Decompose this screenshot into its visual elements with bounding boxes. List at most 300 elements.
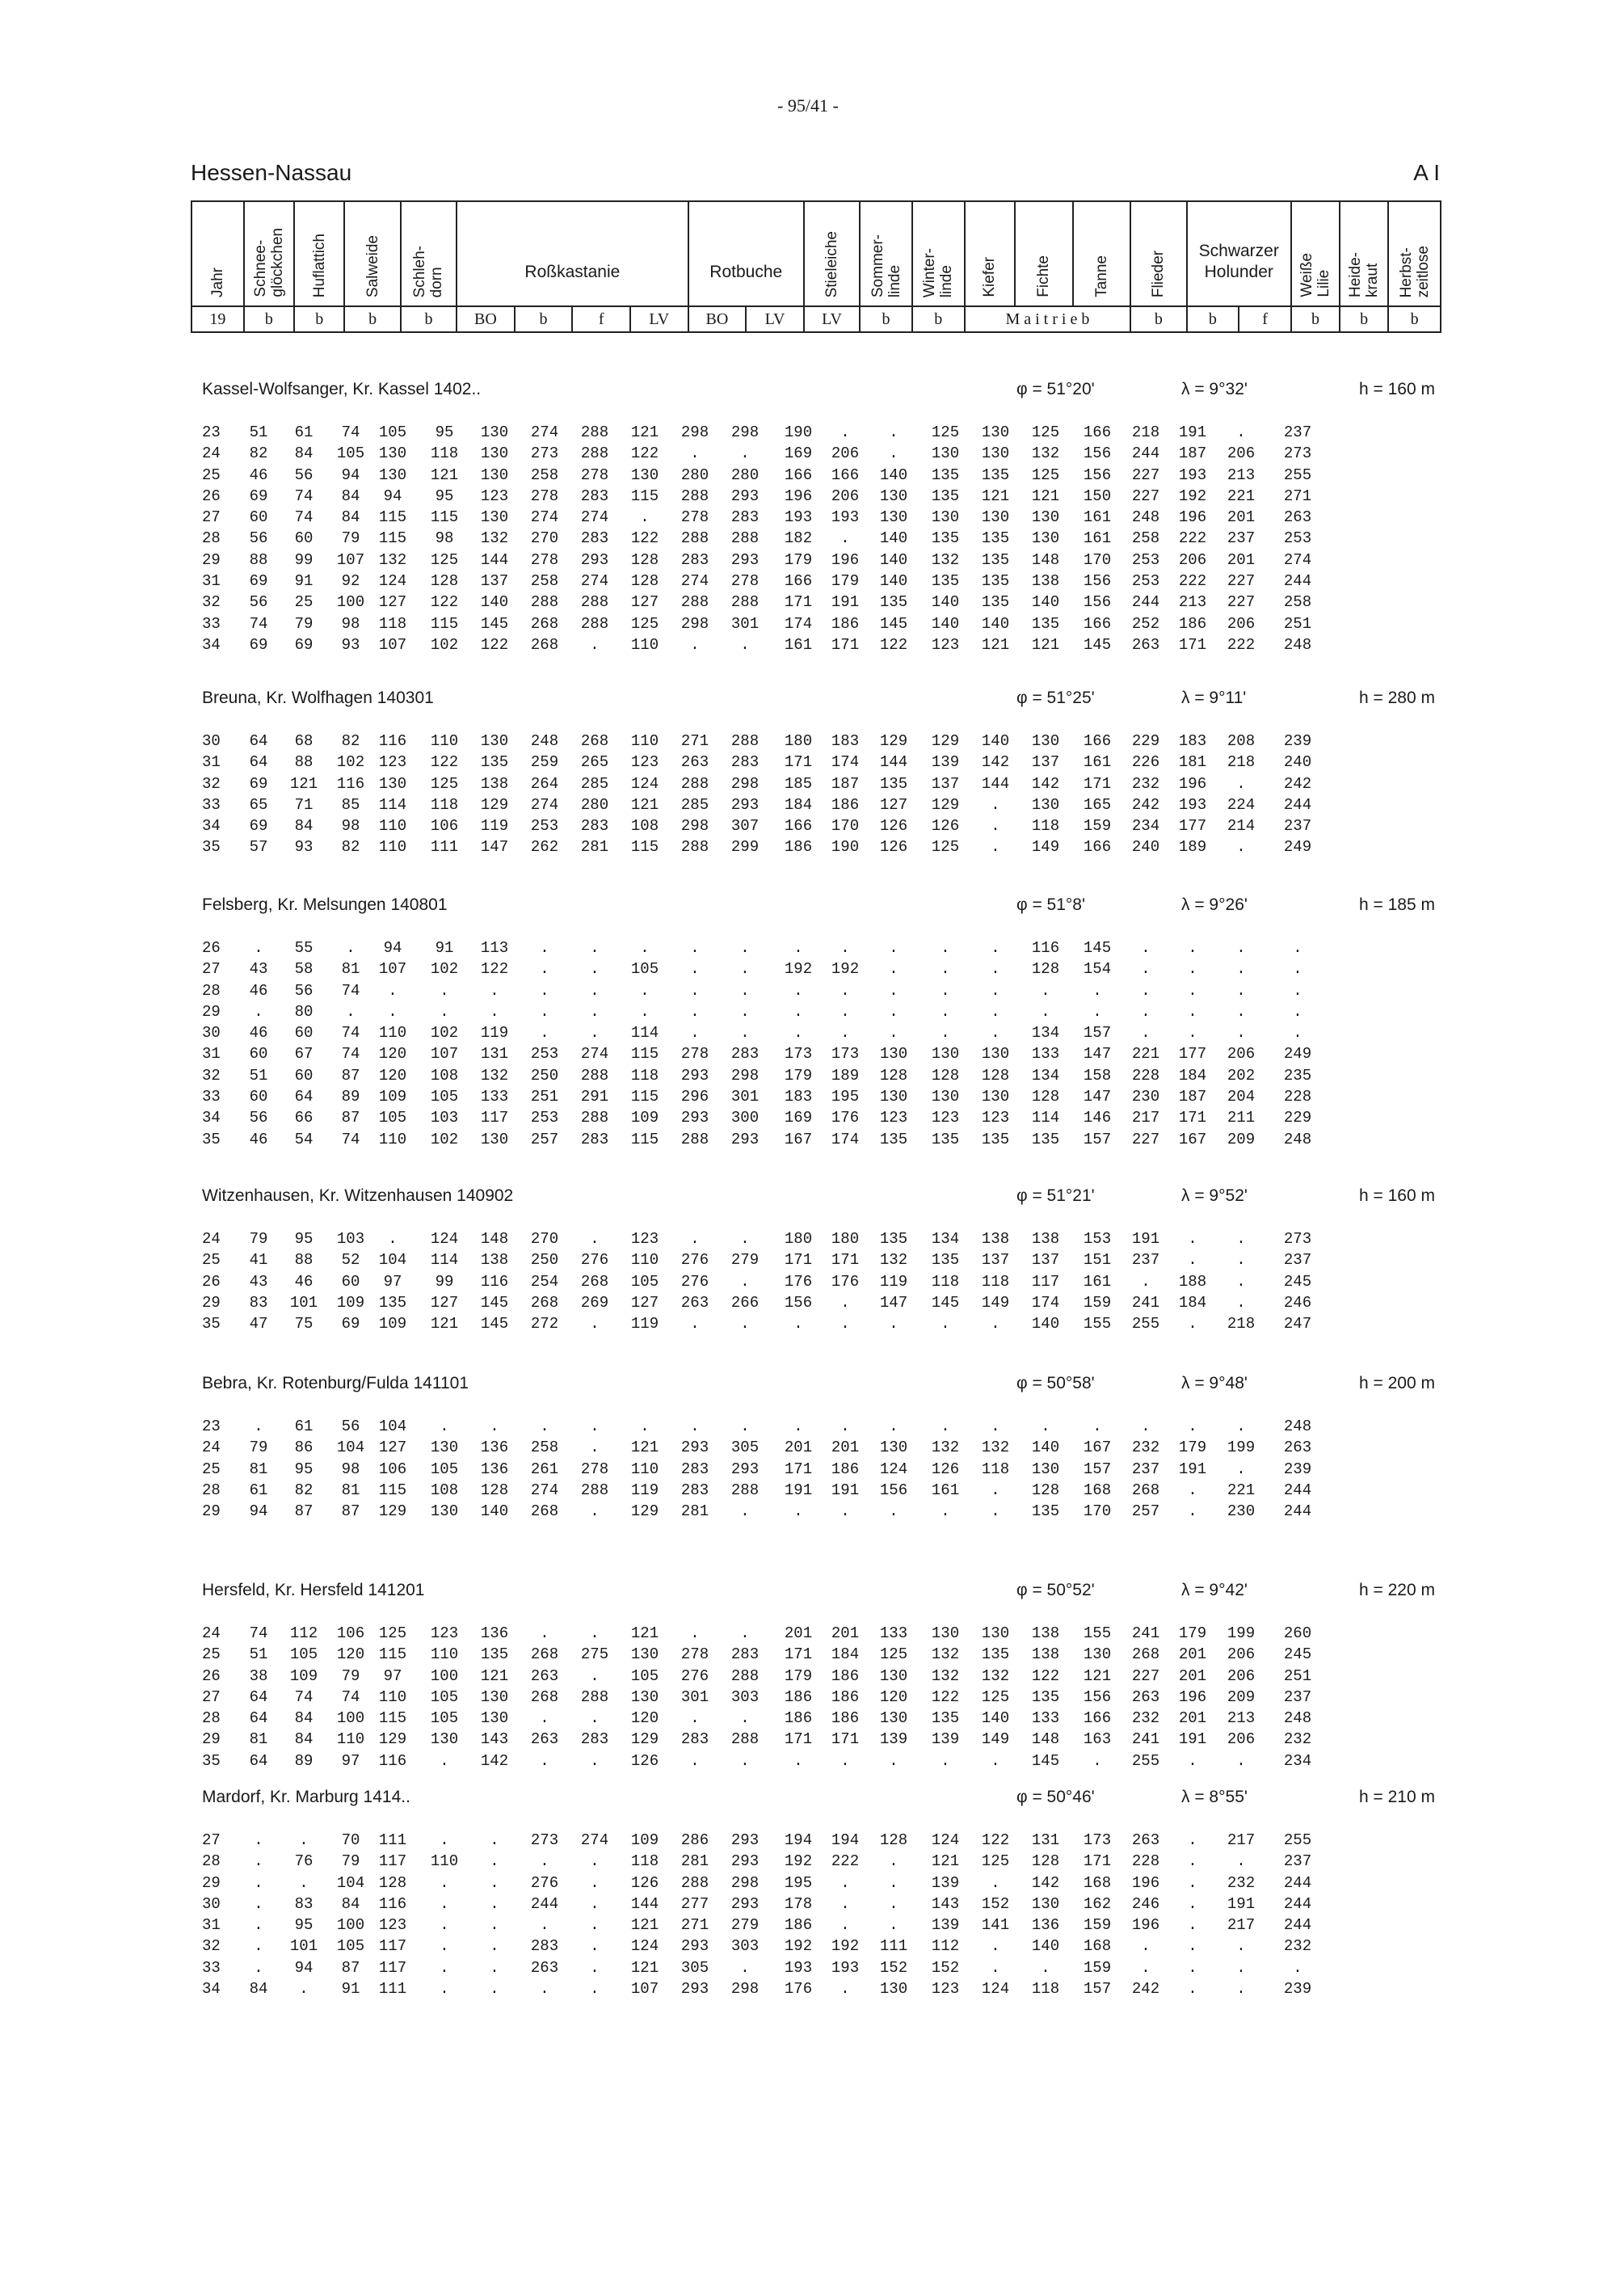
table-cell: 149: [981, 1293, 1010, 1312]
table-cell: 120: [336, 1645, 365, 1664]
table-cell: 125: [430, 550, 459, 569]
table-cell: 105: [430, 1460, 459, 1478]
table-cell: 128: [879, 1066, 908, 1085]
table-cell: 134: [1031, 1066, 1060, 1085]
table-cell: 140: [981, 732, 1010, 750]
station-header: [202, 380, 1435, 407]
table-cell: 74: [341, 981, 360, 1000]
table-cell: 133: [1031, 1045, 1060, 1064]
table-cell: 192: [784, 960, 813, 979]
table-cell: 278: [730, 572, 760, 591]
table-cell: .: [991, 795, 1000, 814]
table-cell: 288: [680, 593, 709, 612]
table-cell: 105: [630, 960, 659, 979]
table-cell: .: [991, 1873, 1000, 1892]
table-cell: 193: [1178, 795, 1207, 814]
table-cell: 87: [341, 1958, 360, 1977]
table-cell: .: [254, 1418, 263, 1435]
table-cell: 196: [1131, 1916, 1160, 1935]
table-cell: 177: [1178, 1045, 1207, 1064]
table-cell: 84: [294, 1730, 314, 1749]
table-cell: 125: [981, 1852, 1010, 1871]
year-cell: 34: [202, 1109, 221, 1127]
table-cell: .: [1141, 1958, 1151, 1977]
table-cell: 84: [249, 1980, 268, 1999]
table-cell: 110: [378, 817, 407, 836]
table-cell: 221: [1227, 1481, 1256, 1499]
table-cell: 69: [249, 487, 268, 505]
year-cell: 33: [202, 795, 221, 814]
table-cell: 95: [435, 423, 454, 441]
table-cell: 79: [249, 1439, 268, 1457]
table-cell: 108: [430, 1481, 459, 1499]
table-cell: .: [1092, 1002, 1102, 1021]
table-row: [202, 1688, 1435, 1709]
table-cell: 157: [1083, 1130, 1112, 1148]
table-cell: .: [254, 1958, 263, 1977]
table-cell: 188: [1178, 1272, 1207, 1291]
table-cell: 274: [580, 508, 609, 527]
table-cell: 184: [1178, 1293, 1207, 1312]
table-cell: 208: [1227, 732, 1256, 750]
table-cell: 129: [378, 1502, 407, 1521]
table-cell: 168: [1083, 1481, 1112, 1499]
table-cell: 127: [430, 1293, 459, 1312]
table-cell: .: [991, 817, 1000, 836]
table-cell: 82: [294, 1481, 314, 1499]
table-row: [202, 615, 1435, 636]
table-cell: 144: [480, 550, 509, 569]
table-cell: 293: [580, 550, 609, 569]
table-cell: .: [1236, 1937, 1246, 1956]
table-row: [202, 551, 1435, 572]
table-cell: 79: [341, 1852, 360, 1871]
table-cell: 74: [249, 1624, 268, 1642]
table-cell: 293: [730, 487, 760, 505]
table-cell: 80: [294, 1002, 314, 1021]
station-height: h = 160 m: [1359, 380, 1435, 398]
table-cell: .: [991, 939, 1000, 957]
table-cell: 263: [530, 1730, 559, 1749]
year-cell: 27: [202, 960, 221, 979]
table-cell: .: [346, 1002, 356, 1021]
table-cell: 161: [931, 1481, 960, 1499]
table-cell: 241: [1131, 1293, 1160, 1312]
table-cell: 130: [879, 508, 908, 527]
col-header-rotbuche: Rotbuche: [688, 201, 804, 306]
table-row: [202, 1730, 1435, 1751]
table-cell: 60: [294, 529, 314, 548]
table-cell: 74: [341, 1687, 360, 1706]
table-cell: .: [299, 1831, 309, 1849]
table-cell: 192: [831, 1937, 860, 1956]
table-cell: 255: [1131, 1315, 1160, 1333]
table-cell: 278: [680, 1645, 709, 1664]
table-cell: 60: [294, 1024, 314, 1043]
table-cell: 135: [981, 572, 1010, 591]
year-cell: 31: [202, 753, 221, 772]
table-cell: 115: [378, 1645, 407, 1664]
table-cell: 56: [341, 1418, 360, 1435]
table-cell: 138: [981, 1230, 1010, 1248]
table-cell: 191: [1178, 1730, 1207, 1749]
table-cell: .: [1188, 1873, 1197, 1892]
table-cell: 109: [630, 1831, 659, 1849]
table-cell: 106: [430, 817, 459, 836]
sub-header-salweide: b: [344, 306, 400, 332]
table-cell: 111: [879, 1937, 908, 1956]
table-cell: 127: [378, 1439, 407, 1457]
year-cell: 29: [202, 550, 221, 569]
table-cell: 300: [730, 1109, 760, 1127]
table-cell: 134: [931, 1230, 960, 1248]
table-cell: 120: [378, 1045, 407, 1064]
table-cell: 293: [730, 1460, 760, 1478]
table-cell: 193: [831, 508, 860, 527]
table-cell: 121: [981, 487, 1010, 505]
table-cell: 130: [1031, 529, 1060, 548]
table-cell: 296: [680, 1088, 709, 1106]
table-cell: 218: [1227, 1315, 1256, 1333]
table-cell: 132: [378, 550, 407, 569]
table-cell: 244: [1283, 1481, 1312, 1499]
table-cell: .: [889, 1002, 898, 1021]
table-cell: 109: [289, 1666, 318, 1685]
table-cell: 242: [1131, 795, 1160, 814]
table-cell: .: [889, 1873, 898, 1892]
table-cell: 127: [630, 1293, 659, 1312]
table-cell: 128: [480, 1481, 509, 1499]
table-cell: 170: [1083, 550, 1112, 569]
table-cell: 169: [784, 1109, 813, 1127]
table-cell: 135: [931, 1130, 960, 1148]
year-cell: 35: [202, 838, 221, 857]
table-cell: 98: [341, 817, 360, 836]
table-cell: 268: [1131, 1481, 1160, 1499]
table-cell: 130: [879, 1439, 908, 1457]
table-cell: 155: [1083, 1624, 1112, 1642]
table-cell: .: [740, 1624, 750, 1642]
col-header-flieder: Flieder: [1130, 201, 1186, 306]
table-cell: 89: [294, 1751, 314, 1770]
table-cell: 199: [1227, 1624, 1256, 1642]
table-cell: 56: [294, 981, 314, 1000]
table-cell: .: [889, 444, 898, 463]
table-cell: 41: [249, 1251, 268, 1270]
table-cell: 123: [981, 1109, 1010, 1127]
table-cell: 166: [1083, 838, 1112, 857]
table-cell: 227: [1131, 1666, 1160, 1685]
table-cell: 276: [580, 1251, 609, 1270]
table-cell: .: [590, 939, 600, 957]
table-cell: 230: [1131, 1088, 1160, 1106]
table-cell: .: [440, 1916, 449, 1935]
table-cell: 121: [981, 635, 1010, 654]
table-row: [202, 1937, 1435, 1958]
table-cell: 262: [530, 838, 559, 857]
table-cell: .: [1293, 1958, 1302, 1977]
table-cell: 283: [680, 1481, 709, 1499]
table-cell: 135: [981, 529, 1010, 548]
table-cell: .: [640, 508, 650, 527]
table-cell: 166: [784, 817, 813, 836]
table-cell: 132: [981, 1439, 1010, 1457]
table-cell: 271: [680, 1916, 709, 1935]
table-cell: 150: [1083, 487, 1112, 505]
table-cell: 187: [1178, 444, 1207, 463]
table-cell: 179: [1178, 1624, 1207, 1642]
page-number: - 95/41 -: [777, 95, 839, 116]
table-cell: 268: [580, 732, 609, 750]
table-cell: 126: [931, 817, 960, 836]
table-cell: 119: [630, 1315, 659, 1333]
table-row: [202, 1418, 1435, 1439]
sub-header-jahr: 19: [191, 306, 244, 332]
table-cell: 128: [1031, 1088, 1060, 1106]
sub-header-holunder-f: f: [1239, 306, 1291, 332]
table-cell: 105: [378, 423, 407, 441]
table-cell: 281: [680, 1852, 709, 1871]
table-cell: 132: [480, 529, 509, 548]
table-cell: 118: [630, 1066, 659, 1085]
table-cell: 288: [680, 487, 709, 505]
table-cell: .: [1236, 423, 1246, 441]
table-cell: 130: [630, 1687, 659, 1706]
table-cell: 130: [480, 466, 509, 484]
table-cell: .: [540, 1624, 549, 1642]
table-cell: 95: [294, 1230, 314, 1248]
table-cell: .: [490, 1852, 499, 1871]
table-cell: 130: [378, 444, 407, 463]
table-cell: 126: [630, 1873, 659, 1892]
table-cell: .: [254, 939, 263, 957]
table-cell: .: [889, 1024, 898, 1043]
table-cell: 107: [630, 1980, 659, 1999]
table-cell: 136: [480, 1439, 509, 1457]
table-cell: 274: [530, 1481, 559, 1499]
table-cell: 88: [294, 1251, 314, 1270]
table-cell: 263: [530, 1958, 559, 1977]
table-cell: 122: [630, 529, 659, 548]
table-cell: .: [1188, 1230, 1197, 1248]
table-cell: 255: [1131, 1751, 1160, 1770]
table-cell: 125: [931, 423, 960, 441]
table-cell: 133: [1031, 1709, 1060, 1728]
col-header-sommerlinde: Sommer- linde: [860, 201, 912, 306]
table-cell: .: [590, 1439, 600, 1457]
table-cell: 107: [336, 550, 365, 569]
table-cell: 68: [294, 732, 314, 750]
table-cell: 82: [341, 732, 360, 750]
table-cell: 110: [630, 1460, 659, 1478]
table-cell: .: [640, 939, 650, 957]
table-row: [202, 1131, 1435, 1152]
table-cell: 84: [341, 1894, 360, 1913]
table-cell: 82: [249, 444, 268, 463]
table-cell: 115: [378, 508, 407, 527]
table-cell: 128: [430, 572, 459, 591]
table-cell: .: [1041, 1418, 1050, 1435]
table-cell: 100: [430, 1666, 459, 1685]
table-cell: 115: [378, 529, 407, 548]
table-cell: 161: [1083, 1272, 1112, 1291]
table-cell: .: [590, 1709, 600, 1728]
table-cell: .: [1041, 1958, 1050, 1977]
table-cell: .: [690, 1751, 700, 1770]
table-cell: 130: [1031, 795, 1060, 814]
table-cell: 139: [931, 1916, 960, 1935]
station-height: h = 280 m: [1359, 689, 1435, 707]
region-title: Hessen-Nassau: [191, 160, 352, 185]
table-cell: 237: [1283, 1251, 1312, 1270]
table-cell: .: [840, 1873, 850, 1892]
table-cell: 107: [378, 960, 407, 979]
table-cell: 204: [1227, 1088, 1256, 1106]
table-cell: 217: [1131, 1109, 1160, 1127]
table-cell: 263: [1131, 1687, 1160, 1706]
table-cell: 135: [480, 753, 509, 772]
table-cell: 130: [480, 423, 509, 441]
table-cell: 274: [530, 795, 559, 814]
table-cell: 105: [630, 1666, 659, 1685]
table-cell: 126: [630, 1751, 659, 1770]
table-cell: 245: [1283, 1645, 1312, 1664]
year-cell: 32: [202, 1066, 221, 1085]
table-cell: 184: [784, 795, 813, 814]
table-cell: 135: [931, 466, 960, 484]
year-cell: 34: [202, 635, 221, 654]
table-cell: 46: [249, 1024, 268, 1043]
table-row: [202, 1003, 1435, 1024]
table-cell: 115: [630, 1045, 659, 1064]
table-cell: 137: [1031, 1251, 1060, 1270]
table-cell: 266: [730, 1293, 760, 1312]
year-cell: 24: [202, 1439, 221, 1457]
table-cell: .: [740, 960, 750, 979]
table-cell: 227: [1131, 1130, 1160, 1148]
table-cell: 288: [730, 1481, 760, 1499]
table-cell: 140: [879, 572, 908, 591]
table-cell: 83: [294, 1894, 314, 1913]
table-cell: 278: [680, 1045, 709, 1064]
table-cell: 283: [730, 753, 760, 772]
table-cell: .: [440, 1873, 449, 1892]
table-cell: 190: [784, 423, 813, 441]
table-cell: 307: [730, 817, 760, 836]
table-cell: .: [1188, 1002, 1197, 1021]
table-cell: .: [1188, 1937, 1197, 1956]
table-cell: .: [540, 1751, 549, 1770]
table-cell: 131: [1031, 1831, 1060, 1849]
table-cell: .: [590, 1873, 600, 1892]
table-cell: 100: [336, 1709, 365, 1728]
table-cell: .: [388, 1230, 398, 1248]
table-cell: .: [1188, 1894, 1197, 1913]
table-cell: 123: [378, 1916, 407, 1935]
table-cell: 120: [378, 1066, 407, 1085]
table-cell: .: [254, 1937, 263, 1956]
table-cell: 125: [630, 614, 659, 633]
table-row: [202, 1460, 1435, 1481]
year-cell: 33: [202, 1958, 221, 1977]
station-name: Mardorf, Kr. Marburg 1414..: [202, 1788, 410, 1806]
table-cell: 135: [981, 1130, 1010, 1148]
table-cell: .: [590, 1418, 600, 1435]
table-cell: 145: [879, 614, 908, 633]
table-cell: 152: [981, 1894, 1010, 1913]
table-cell: .: [590, 960, 600, 979]
table-cell: 268: [530, 1502, 559, 1521]
table-cell: 248: [530, 732, 559, 750]
table-cell: 135: [981, 1645, 1010, 1664]
table-row: [202, 529, 1435, 550]
table-cell: 283: [580, 817, 609, 836]
table-cell: 121: [630, 423, 659, 441]
col-header-tanne: Tanne: [1073, 201, 1131, 306]
table-cell: .: [490, 1873, 499, 1892]
table-cell: .: [840, 1980, 850, 1999]
table-cell: .: [299, 1980, 309, 1999]
table-cell: .: [540, 1709, 549, 1728]
table-cell: 182: [784, 529, 813, 548]
table-cell: 183: [784, 1088, 813, 1106]
station-name: Kassel-Wolfsanger, Kr. Kassel 1402..: [202, 380, 482, 398]
sub-header-schlehdorn: b: [401, 306, 457, 332]
table-cell: 218: [1131, 423, 1160, 441]
table-cell: 114: [430, 1251, 459, 1270]
table-cell: .: [941, 1502, 950, 1521]
table-cell: 79: [341, 529, 360, 548]
table-cell: 288: [580, 444, 609, 463]
table-cell: .: [540, 981, 549, 1000]
table-cell: 121: [630, 795, 659, 814]
table-cell: .: [889, 1916, 898, 1935]
table-cell: 125: [931, 838, 960, 857]
table-cell: 128: [378, 1873, 407, 1892]
table-cell: 140: [1031, 1937, 1060, 1956]
year-cell: 24: [202, 1624, 221, 1642]
table-cell: 100: [336, 593, 365, 612]
table-cell: 161: [1083, 753, 1112, 772]
table-cell: 193: [831, 1958, 860, 1977]
table-cell: 105: [289, 1645, 318, 1664]
station-block: [202, 380, 1435, 657]
table-cell: 180: [784, 732, 813, 750]
col-header-herbstzeitlose: Herbst- zeitlose: [1388, 201, 1441, 306]
table-cell: 161: [1083, 508, 1112, 527]
table-cell: 133: [480, 1088, 509, 1106]
table-cell: 101: [289, 1293, 318, 1312]
table-cell: 232: [1283, 1937, 1312, 1956]
table-cell: 178: [784, 1894, 813, 1913]
table-cell: 196: [1178, 508, 1207, 527]
table-cell: 161: [784, 635, 813, 654]
table-cell: 130: [879, 487, 908, 505]
station-block: [202, 1374, 1435, 1523]
table-cell: 124: [378, 572, 407, 591]
table-cell: 293: [680, 1439, 709, 1457]
table-cell: 122: [1031, 1666, 1060, 1685]
table-cell: 168: [1083, 1873, 1112, 1892]
table-cell: 132: [931, 550, 960, 569]
table-cell: 201: [784, 1624, 813, 1642]
station-longitude: λ = 9°48': [1181, 1374, 1248, 1392]
year-cell: 28: [202, 529, 221, 548]
table-cell: 159: [1083, 1916, 1112, 1935]
year-cell: 25: [202, 1645, 221, 1664]
table-cell: 130: [480, 1130, 509, 1148]
table-cell: 88: [249, 550, 268, 569]
